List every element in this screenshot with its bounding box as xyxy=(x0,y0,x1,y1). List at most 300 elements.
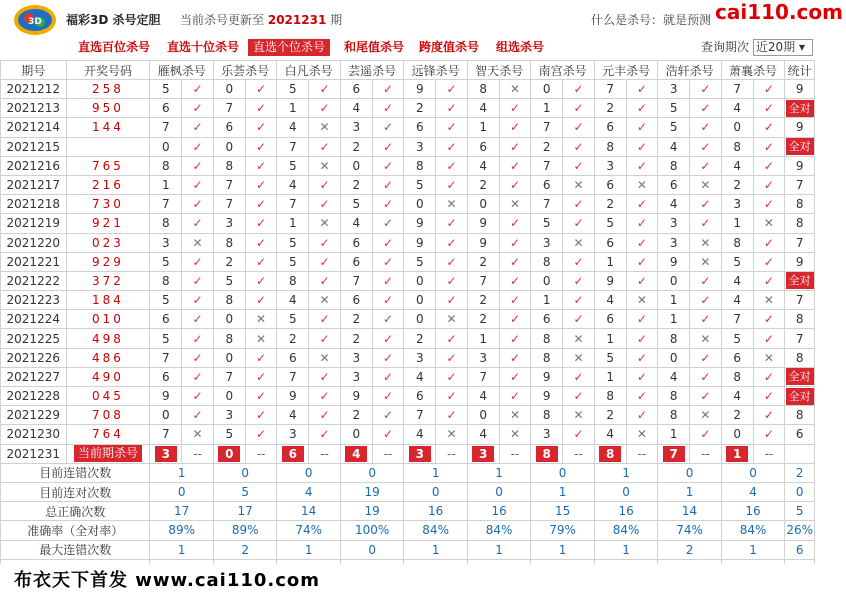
issue-cell: 2021225 xyxy=(1,329,67,348)
cross-icon: ✕ xyxy=(245,310,277,329)
stat-value: 2 xyxy=(785,463,815,482)
update-prefix: 当前杀号更新至 xyxy=(180,13,265,27)
kill-number: 6 xyxy=(531,175,563,194)
kill-number: 7 xyxy=(721,310,753,329)
kill-number: 4 xyxy=(340,214,372,233)
check-icon: ✓ xyxy=(499,348,531,367)
check-icon: ✓ xyxy=(436,291,468,310)
check-icon: ✓ xyxy=(626,271,658,290)
kill-number: 5 xyxy=(277,310,309,329)
column-header: 雁枫杀号 xyxy=(150,61,213,80)
check-icon: ✓ xyxy=(372,425,404,444)
kill-number: 8 xyxy=(213,156,245,175)
cross-icon: ✕ xyxy=(309,291,341,310)
stat-label: 最大连错次数 xyxy=(1,540,150,559)
table-row xyxy=(1,271,815,290)
cross-icon: ✕ xyxy=(690,233,722,252)
stat-value: 100% xyxy=(340,521,403,540)
kill-number: 6 xyxy=(531,310,563,329)
check-icon: ✓ xyxy=(563,425,595,444)
check-icon: ✓ xyxy=(436,387,468,406)
stat-value: 2 xyxy=(213,540,276,559)
check-icon: ✓ xyxy=(436,406,468,425)
kill-number: 5 xyxy=(150,252,182,271)
check-icon: ✓ xyxy=(499,137,531,156)
check-icon: ✓ xyxy=(436,137,468,156)
kill-number: 4 xyxy=(721,156,753,175)
kill-number: 5 xyxy=(213,271,245,290)
kill-number: 7 xyxy=(340,271,372,290)
tab-tens[interactable]: 直选十位杀号 xyxy=(167,40,240,54)
tab-span[interactable]: 跨度值杀号 xyxy=(419,40,480,54)
check-icon: ✓ xyxy=(690,271,722,290)
kill-number: 9 xyxy=(404,80,436,99)
current-row xyxy=(1,444,815,463)
kill-number: 6 xyxy=(594,310,626,329)
draw-number: 486 xyxy=(66,348,150,367)
period-selector xyxy=(701,38,813,56)
dash: -- xyxy=(182,444,214,463)
kill-number: 5 xyxy=(404,175,436,194)
kill-number: 5 xyxy=(150,329,182,348)
cross-icon: ✕ xyxy=(499,80,531,99)
kill-number: 6 xyxy=(340,233,372,252)
check-icon: ✓ xyxy=(499,252,531,271)
stat-row xyxy=(1,502,815,521)
column-header: 元丰杀号 xyxy=(594,61,657,80)
kill-number: 2 xyxy=(340,137,372,156)
stat-cell: 6 xyxy=(785,425,815,444)
kill-number: 9 xyxy=(531,387,563,406)
table-row xyxy=(1,195,815,214)
kill-number: 6 xyxy=(404,387,436,406)
stat-cell xyxy=(785,271,815,290)
check-icon: ✓ xyxy=(245,214,277,233)
table-row xyxy=(1,252,815,271)
kill-number: 5 xyxy=(277,156,309,175)
check-icon: ✓ xyxy=(499,271,531,290)
cross-icon: ✕ xyxy=(309,348,341,367)
kill-number: 6 xyxy=(340,252,372,271)
cross-icon: ✕ xyxy=(626,291,658,310)
current-kill-number: 4 xyxy=(345,446,367,462)
current-kill-cell xyxy=(721,444,753,463)
stat-value: 5 xyxy=(213,482,276,501)
cross-icon: ✕ xyxy=(309,214,341,233)
stat-value: 17 xyxy=(213,502,276,521)
current-kill-number: 8 xyxy=(599,446,621,462)
kill-number: 5 xyxy=(721,329,753,348)
check-icon: ✓ xyxy=(563,387,595,406)
issue-cell: 2021221 xyxy=(1,252,67,271)
stat-value: 1 xyxy=(277,540,340,559)
current-kill-cell xyxy=(277,444,309,463)
stat-value: 0 xyxy=(721,463,784,482)
column-header: 南宫杀号 xyxy=(531,61,594,80)
table-row xyxy=(1,329,815,348)
stat-cell xyxy=(785,387,815,406)
check-icon: ✓ xyxy=(372,252,404,271)
check-icon: ✓ xyxy=(182,406,214,425)
cross-icon: ✕ xyxy=(753,291,785,310)
stat-value: 0 xyxy=(340,463,403,482)
kill-number: 1 xyxy=(531,99,563,118)
cross-icon: ✕ xyxy=(626,425,658,444)
kill-number: 8 xyxy=(150,156,182,175)
check-icon: ✓ xyxy=(626,214,658,233)
kill-number: 4 xyxy=(658,367,690,386)
kill-number: 8 xyxy=(277,271,309,290)
kill-number: 0 xyxy=(467,406,499,425)
check-icon: ✓ xyxy=(690,348,722,367)
kill-number: 9 xyxy=(277,387,309,406)
stat-label: 目前连对次数 xyxy=(1,482,150,501)
stat-value: 1 xyxy=(150,540,213,559)
cross-icon: ✕ xyxy=(563,233,595,252)
stat-row xyxy=(1,521,815,540)
cross-icon: ✕ xyxy=(690,406,722,425)
stat-value: 0 xyxy=(594,482,657,501)
kill-number: 1 xyxy=(150,175,182,194)
kill-number: 9 xyxy=(467,214,499,233)
kill-number: 7 xyxy=(150,195,182,214)
check-icon: ✓ xyxy=(626,367,658,386)
kill-number: 5 xyxy=(404,252,436,271)
draw-number: 490 xyxy=(66,367,150,386)
cross-icon: ✕ xyxy=(309,156,341,175)
kill-number: 6 xyxy=(467,137,499,156)
issue-cell: 2021224 xyxy=(1,310,67,329)
stat-value: 19 xyxy=(340,502,403,521)
check-icon: ✓ xyxy=(372,329,404,348)
kill-number-table xyxy=(0,60,815,579)
check-icon: ✓ xyxy=(372,80,404,99)
kill-number: 8 xyxy=(594,137,626,156)
kill-number: 1 xyxy=(658,425,690,444)
kill-number: 2 xyxy=(531,137,563,156)
check-icon: ✓ xyxy=(753,406,785,425)
kill-number: 2 xyxy=(340,406,372,425)
draw-number: 764 xyxy=(66,425,150,444)
check-icon: ✓ xyxy=(499,99,531,118)
check-icon: ✓ xyxy=(499,233,531,252)
stat-cell xyxy=(785,99,815,118)
table-body xyxy=(1,80,815,579)
stat-value: 1 xyxy=(721,540,784,559)
kill-number: 5 xyxy=(340,195,372,214)
tab-units[interactable]: 直选个位杀号 xyxy=(248,39,330,56)
stat-value: 1 xyxy=(594,463,657,482)
kill-number: 8 xyxy=(467,80,499,99)
check-icon: ✓ xyxy=(753,175,785,194)
table-row xyxy=(1,367,815,386)
stat-value: 16 xyxy=(721,502,784,521)
cross-icon: ✕ xyxy=(182,233,214,252)
what-is-link[interactable]: 什么是杀号：就是预测 xyxy=(591,13,712,27)
kill-number: 6 xyxy=(594,175,626,194)
kill-number: 5 xyxy=(594,214,626,233)
stat-cell: 8 xyxy=(785,348,815,367)
current-kill-cell xyxy=(213,444,245,463)
draw-number: 023 xyxy=(66,233,150,252)
kill-number: 7 xyxy=(150,425,182,444)
table-row xyxy=(1,156,815,175)
kill-number: 6 xyxy=(594,233,626,252)
kill-number: 7 xyxy=(404,406,436,425)
kill-number: 8 xyxy=(531,252,563,271)
cross-icon: ✕ xyxy=(436,310,468,329)
check-icon: ✓ xyxy=(436,175,468,194)
draw-number: 184 xyxy=(66,291,150,310)
current-kill-number: 7 xyxy=(663,446,685,462)
check-icon: ✓ xyxy=(563,291,595,310)
check-icon: ✓ xyxy=(309,367,341,386)
current-kill-cell xyxy=(340,444,372,463)
check-icon: ✓ xyxy=(626,137,658,156)
kill-number: 0 xyxy=(721,118,753,137)
check-icon: ✓ xyxy=(436,329,468,348)
table-row xyxy=(1,348,815,367)
check-icon: ✓ xyxy=(309,99,341,118)
kill-number: 3 xyxy=(658,80,690,99)
kill-number: 8 xyxy=(721,367,753,386)
current-kill-cell xyxy=(404,444,436,463)
kill-number: 1 xyxy=(658,310,690,329)
dash: -- xyxy=(436,444,468,463)
check-icon: ✓ xyxy=(182,348,214,367)
check-icon: ✓ xyxy=(245,99,277,118)
kill-number: 1 xyxy=(658,291,690,310)
check-icon: ✓ xyxy=(753,156,785,175)
kill-number: 7 xyxy=(213,99,245,118)
stat-value: 1 xyxy=(658,482,721,501)
kill-number: 4 xyxy=(467,99,499,118)
kill-number: 7 xyxy=(277,195,309,214)
kill-number: 3 xyxy=(404,348,436,367)
dash: -- xyxy=(499,444,531,463)
kill-number: 3 xyxy=(658,214,690,233)
draw-number: 929 xyxy=(66,252,150,271)
check-icon: ✓ xyxy=(626,233,658,252)
check-icon: ✓ xyxy=(309,233,341,252)
check-icon: ✓ xyxy=(690,195,722,214)
kill-number: 3 xyxy=(150,233,182,252)
kill-number: 8 xyxy=(213,329,245,348)
check-icon: ✓ xyxy=(690,367,722,386)
check-icon: ✓ xyxy=(753,329,785,348)
column-header: 期号 xyxy=(1,61,67,80)
stat-value: 0 xyxy=(785,482,815,501)
stat-cell: 8 xyxy=(785,310,815,329)
issue-cell: 2021218 xyxy=(1,195,67,214)
check-icon: ✓ xyxy=(499,387,531,406)
check-icon: ✓ xyxy=(626,387,658,406)
kill-number: 5 xyxy=(658,99,690,118)
check-icon: ✓ xyxy=(499,291,531,310)
kill-number: 6 xyxy=(404,118,436,137)
kill-number: 2 xyxy=(594,99,626,118)
draw-number: 730 xyxy=(66,195,150,214)
kill-number: 1 xyxy=(594,329,626,348)
check-icon: ✓ xyxy=(182,195,214,214)
kill-number: 7 xyxy=(467,271,499,290)
check-icon: ✓ xyxy=(309,195,341,214)
current-label-cell xyxy=(66,444,150,463)
kill-number: 4 xyxy=(467,387,499,406)
kill-number: 6 xyxy=(150,99,182,118)
check-icon: ✓ xyxy=(690,99,722,118)
stat-row xyxy=(1,482,815,501)
issue-cell: 2021215 xyxy=(1,137,67,156)
kill-number: 4 xyxy=(594,291,626,310)
dash: -- xyxy=(372,444,404,463)
check-icon: ✓ xyxy=(372,99,404,118)
kill-number: 2 xyxy=(340,310,372,329)
check-icon: ✓ xyxy=(753,387,785,406)
column-header: 乐荟杀号 xyxy=(213,61,276,80)
check-icon: ✓ xyxy=(753,367,785,386)
stat-value: 1 xyxy=(467,540,530,559)
check-icon: ✓ xyxy=(436,252,468,271)
issue-cell: 2021222 xyxy=(1,271,67,290)
kill-number: 0 xyxy=(658,271,690,290)
kill-number: 5 xyxy=(721,252,753,271)
kill-number: 3 xyxy=(467,348,499,367)
check-icon: ✓ xyxy=(563,195,595,214)
kill-number: 4 xyxy=(594,425,626,444)
kill-number: 2 xyxy=(721,406,753,425)
kill-number: 1 xyxy=(594,252,626,271)
kill-number: 1 xyxy=(467,118,499,137)
check-icon: ✓ xyxy=(626,348,658,367)
kill-number: 7 xyxy=(721,80,753,99)
check-icon: ✓ xyxy=(372,118,404,137)
check-icon: ✓ xyxy=(436,233,468,252)
stat-value: 19 xyxy=(340,482,403,501)
check-icon: ✓ xyxy=(245,387,277,406)
check-icon: ✓ xyxy=(182,387,214,406)
check-icon: ✓ xyxy=(690,310,722,329)
kill-number: 4 xyxy=(721,291,753,310)
check-icon: ✓ xyxy=(626,252,658,271)
all-correct-badge: 全对 xyxy=(786,368,814,385)
draw-number: 950 xyxy=(66,99,150,118)
check-icon: ✓ xyxy=(753,80,785,99)
stat-value: 16 xyxy=(594,502,657,521)
stat-value: 89% xyxy=(213,521,276,540)
kill-number: 0 xyxy=(340,156,372,175)
table-row xyxy=(1,233,815,252)
kill-number: 5 xyxy=(658,118,690,137)
check-icon: ✓ xyxy=(245,406,277,425)
stat-value: 1 xyxy=(150,463,213,482)
cross-icon: ✕ xyxy=(436,425,468,444)
check-icon: ✓ xyxy=(245,137,277,156)
dash: -- xyxy=(309,444,341,463)
current-kill-cell xyxy=(531,444,563,463)
check-icon: ✓ xyxy=(626,80,658,99)
cross-icon: ✕ xyxy=(753,214,785,233)
kill-number: 0 xyxy=(150,137,182,156)
current-kill-number: 8 xyxy=(536,446,558,462)
stat-value: 1 xyxy=(404,463,467,482)
kill-number: 7 xyxy=(150,118,182,137)
period-value: 近20期 xyxy=(755,40,796,54)
stat-value: 74% xyxy=(277,521,340,540)
check-icon: ✓ xyxy=(182,175,214,194)
draw-number: 258 xyxy=(66,80,150,99)
kill-number: 6 xyxy=(150,367,182,386)
tab-hundreds[interactable]: 直选百位杀号 xyxy=(78,40,151,54)
kill-number: 7 xyxy=(150,348,182,367)
issue-cell: 2021212 xyxy=(1,80,67,99)
check-icon: ✓ xyxy=(182,99,214,118)
kill-number: 7 xyxy=(594,80,626,99)
kill-number: 6 xyxy=(213,118,245,137)
all-correct-badge: 全对 xyxy=(786,138,814,155)
check-icon: ✓ xyxy=(753,425,785,444)
stat-value: 0 xyxy=(658,463,721,482)
check-icon: ✓ xyxy=(499,118,531,137)
update-issue: 2021231 xyxy=(267,13,327,27)
kill-number: 2 xyxy=(277,329,309,348)
kill-number: 2 xyxy=(594,406,626,425)
table-row xyxy=(1,310,815,329)
check-icon: ✓ xyxy=(690,291,722,310)
kill-number: 8 xyxy=(658,406,690,425)
table-row xyxy=(1,425,815,444)
column-header: 浩轩杀号 xyxy=(658,61,721,80)
kill-number: 8 xyxy=(213,291,245,310)
period-label: 查询期次 xyxy=(701,40,750,54)
check-icon: ✓ xyxy=(182,310,214,329)
stat-value: 16 xyxy=(404,502,467,521)
check-icon: ✓ xyxy=(499,367,531,386)
stat-label: 准确率（全对率） xyxy=(1,521,150,540)
kill-number: 4 xyxy=(404,367,436,386)
tab-sum-tail[interactable]: 和尾值杀号 xyxy=(344,40,405,54)
all-correct-badge: 全对 xyxy=(786,100,814,117)
kill-number: 0 xyxy=(213,137,245,156)
period-select[interactable] xyxy=(753,39,813,56)
issue-cell: 2021217 xyxy=(1,175,67,194)
check-icon: ✓ xyxy=(245,348,277,367)
check-icon: ✓ xyxy=(690,387,722,406)
kill-number: 2 xyxy=(467,291,499,310)
tab-group[interactable]: 组选杀号 xyxy=(496,40,545,54)
issue-cell: 2021219 xyxy=(1,214,67,233)
check-icon: ✓ xyxy=(563,271,595,290)
stat-cell xyxy=(785,137,815,156)
check-icon: ✓ xyxy=(182,118,214,137)
kill-number: 7 xyxy=(213,195,245,214)
kill-number: 4 xyxy=(658,137,690,156)
kill-number: 0 xyxy=(404,271,436,290)
kill-number: 6 xyxy=(277,348,309,367)
stat-cell: 9 xyxy=(785,156,815,175)
stat-cell: 8 xyxy=(785,214,815,233)
brand-title: 福彩3D 杀号定胆 xyxy=(66,13,161,27)
cross-icon: ✕ xyxy=(563,329,595,348)
current-kill-number: 0 xyxy=(218,446,240,462)
kill-number: 7 xyxy=(531,156,563,175)
check-icon: ✓ xyxy=(182,137,214,156)
dash: -- xyxy=(690,444,722,463)
kill-number: 4 xyxy=(277,291,309,310)
issue-cell: 2021223 xyxy=(1,291,67,310)
current-issue: 2021231 xyxy=(1,444,67,463)
check-icon: ✓ xyxy=(626,329,658,348)
